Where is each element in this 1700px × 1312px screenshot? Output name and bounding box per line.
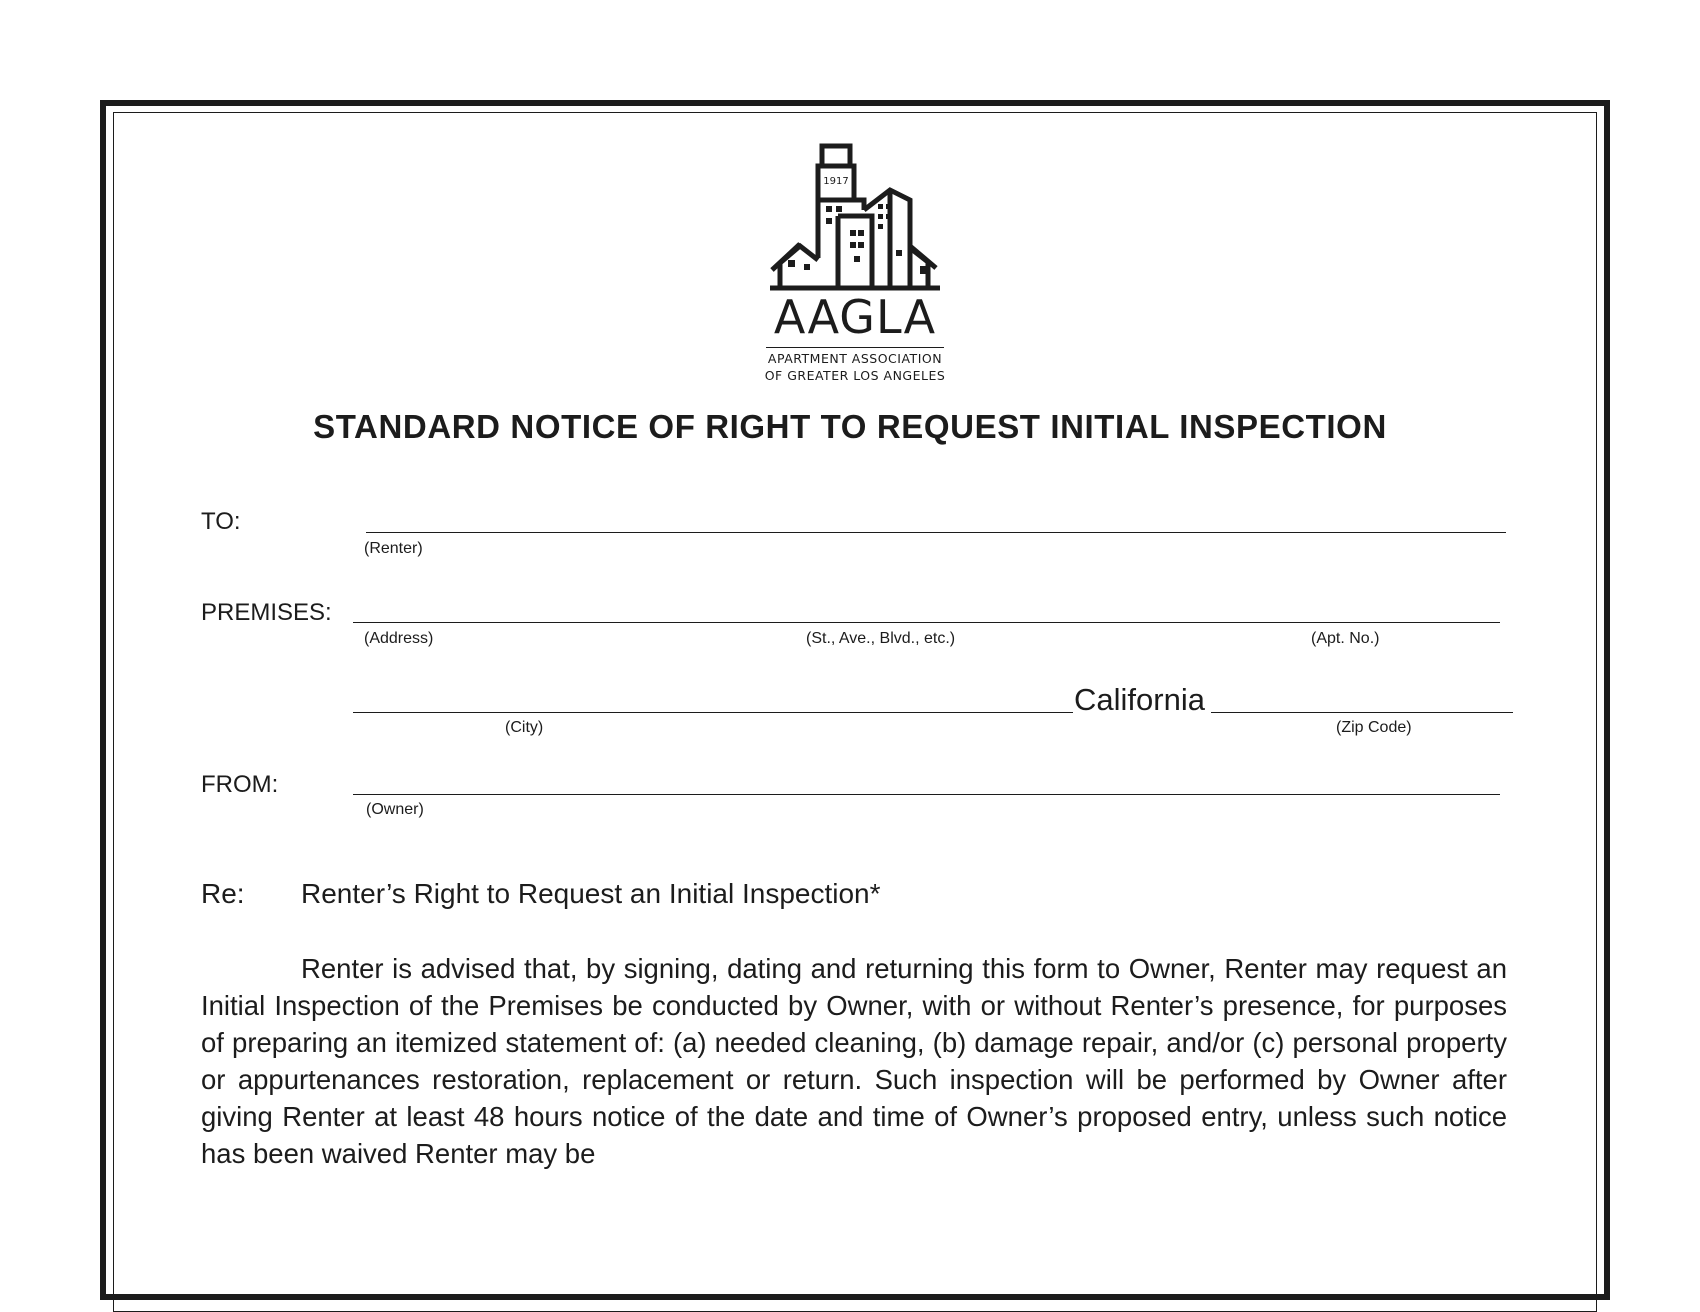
logo-subtitle-line2: OF GREATER LOS ANGELES — [764, 368, 946, 383]
city-skyline-icon — [760, 138, 950, 298]
street-caption: (St., Ave., Blvd., etc.) — [806, 630, 956, 647]
page-title: STANDARD NOTICE OF RIGHT TO REQUEST INITIAL INSPECTION — [313, 408, 1387, 445]
state-text: California — [1074, 682, 1205, 717]
zip-code-field[interactable] — [1211, 712, 1513, 713]
apt-caption: (Apt. No.) — [1311, 630, 1380, 647]
premises-label: PREMISES: — [201, 599, 332, 626]
address-caption: (Address) — [364, 630, 434, 647]
from-label: FROM: — [201, 771, 279, 798]
renter-caption: (Renter) — [364, 540, 423, 557]
re-label: Re: — [201, 878, 245, 909]
aagla-logo — [760, 138, 950, 388]
renter-field[interactable] — [366, 532, 1506, 533]
logo-name: AAGLA — [773, 290, 937, 344]
logo-year: 1917 — [823, 176, 849, 187]
premises-address-field[interactable] — [353, 622, 1500, 623]
to-label: TO: — [201, 508, 241, 535]
notice-body-text: Renter is advised that, by signing, dating and returning this form to Owner, Renter may request an Initial Inspection of the Premises be conducted by Owner, with or without Renter’s presence, for purposes of preparing an itemized statement of: (a) needed cleaning, (b) damage repair, and/or (c) personal property or appurtenances restoration, replacement or return. Such inspection will be performed by Owner after giving Renter at least 48 hours notice of the date and time of Owner’s proposed entry, unless such notice has been waived Renter may be — [201, 953, 1507, 1169]
notice-body-paragraph — [201, 950, 1507, 1172]
owner-field[interactable] — [353, 794, 1500, 795]
re-subject: Renter’s Right to Request an Initial Inspection* — [301, 878, 881, 909]
city-field[interactable] — [353, 712, 1073, 713]
owner-caption: (Owner) — [366, 801, 424, 818]
zip-code-caption: (Zip Code) — [1336, 719, 1412, 736]
city-caption: (City) — [505, 719, 544, 736]
logo-subtitle-line1: APARTMENT ASSOCIATION — [767, 351, 943, 366]
logo-divider — [766, 347, 944, 348]
